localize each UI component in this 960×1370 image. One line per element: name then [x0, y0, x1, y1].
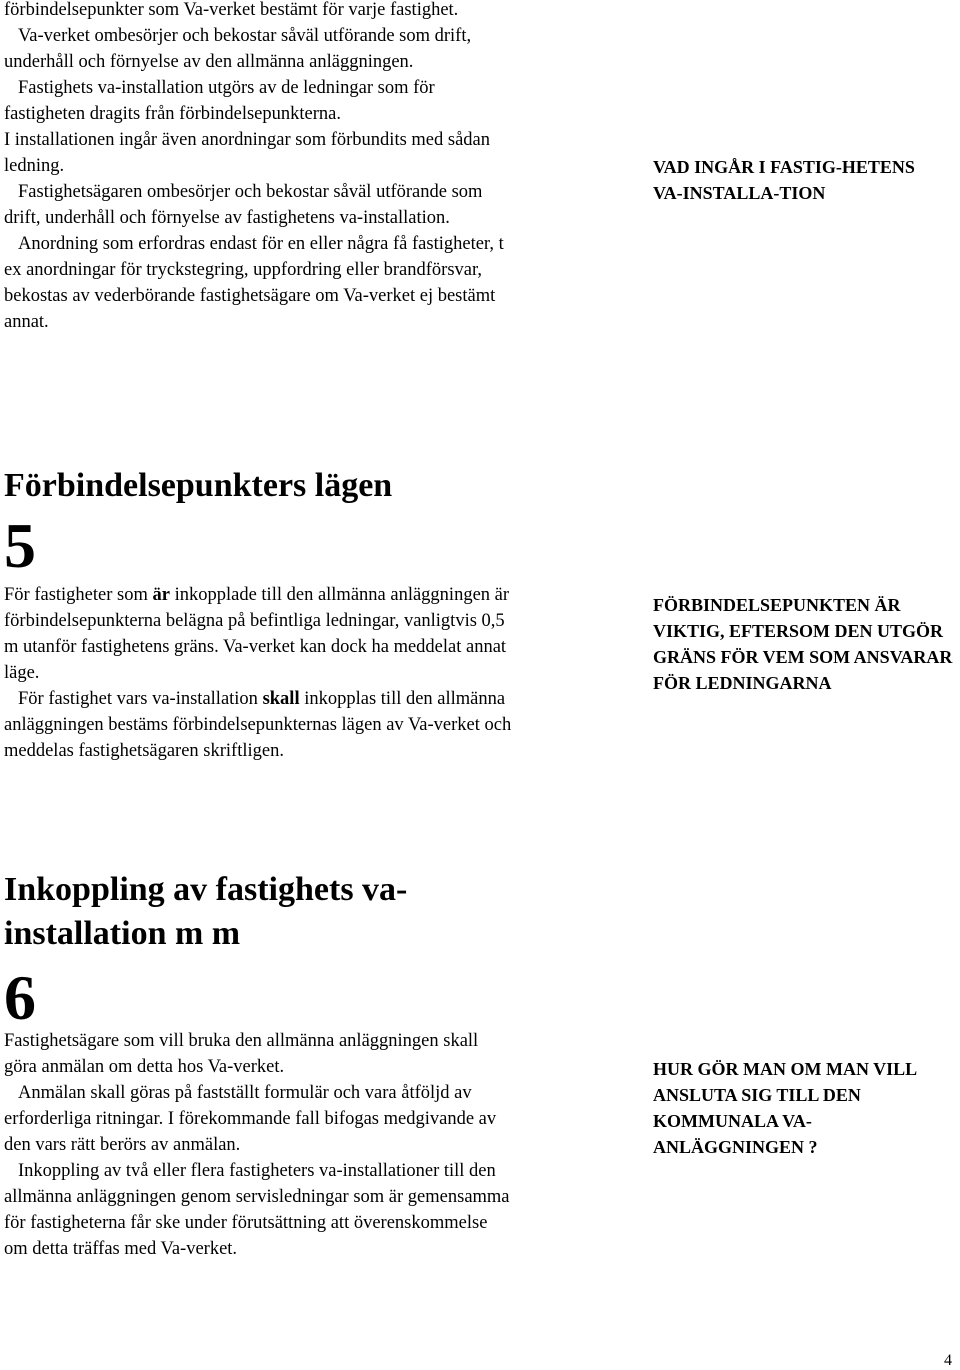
- paragraph: Fastighetsägaren ombesörjer och bekostar såväl utförande som drift, underhåll och förnyelse av fastighetens va-installation.: [4, 182, 483, 228]
- section-number: 6: [4, 962, 36, 1033]
- section-heading: Förbindelsepunkters lägen: [4, 467, 393, 504]
- paragraph: Anordning som erfordras endast för en eller några få fastigheter, t ex anordningar för tryckstegring, uppfordring eller brandförsvar, bekostas av vederbörande fastighetsägare om Va-verket ej bestämt annat.: [4, 234, 504, 332]
- paragraph: För fastigheter som är inkopplade till den allmänna anläggningen är förbindelsepunkterna belägna på befintliga ledningar, vanligtvis 0,5 m utanför fastighetens gräns. Va-verket kan dock ha meddelat annat läge.: [4, 585, 510, 683]
- paragraph: För fastighet vars va-installation skall inkopplas till den allmänna anläggningen bestäms förbindelsepunkternas lägen av Va-verket och meddelas fastighetsägaren skriftligen.: [4, 689, 512, 761]
- paragraph: Fastighets va-installation utgörs av de ledningar som för fastigheten dragits från förbindelsepunkterna.: [4, 78, 435, 124]
- page-number: 4: [944, 1352, 952, 1369]
- section-4-body: [4, 0, 514, 335]
- section-6-body: [4, 1028, 514, 1262]
- paragraph: I installationen ingår även anordningar som förbundits med sådan ledning.: [4, 130, 491, 176]
- sidenote-ansluta: HUR GÖR MAN OM MAN VILL ANSLUTA SIG TILL DEN KOMMUNALA VA-ANLÄGGNINGEN ?: [653, 1059, 917, 1157]
- paragraph: Inkoppling av två eller flera fastigheters va-installationer till den allmänna anläggningen genom servisledningar som är gemensamma för fastigheterna får ske under förutsättning att överenskommelse om detta träffas med Va-verket.: [4, 1161, 510, 1259]
- section-number: 5: [4, 510, 36, 581]
- section-5-body: [4, 582, 514, 764]
- paragraph: Anmälan skall göras på fastställt formulär och vara åtföljd av erforderliga ritningar. I förekommande fall bifogas medgivande av den vars rätt berörs av anmälan.: [4, 1083, 497, 1155]
- paragraph: förbindelsepunkter som Va-verket bestämt för varje fastighet.: [4, 0, 459, 20]
- sidenote-va-installation: VAD INGÅR I FASTIG-HETENS VA-INSTALLA-TION: [653, 157, 915, 203]
- sidenote-forbindelsepunkt: FÖRBINDELSEPUNKTEN ÄR VIKTIG, EFTERSOM DEN UTGÖR GRÄNS FÖR VEM SOM ANSVARAR FÖR LEDNINGARNA: [653, 595, 953, 693]
- paragraph: Va-verket ombesörjer och bekostar såväl utförande som drift, underhåll och förnyelse av den allmänna anläggningen.: [4, 26, 472, 72]
- paragraph: Fastighetsägare som vill bruka den allmänna anläggningen skall göra anmälan om detta hos Va-verket.: [4, 1031, 479, 1077]
- section-heading: Inkoppling av fastighets va-installation m m: [4, 871, 408, 952]
